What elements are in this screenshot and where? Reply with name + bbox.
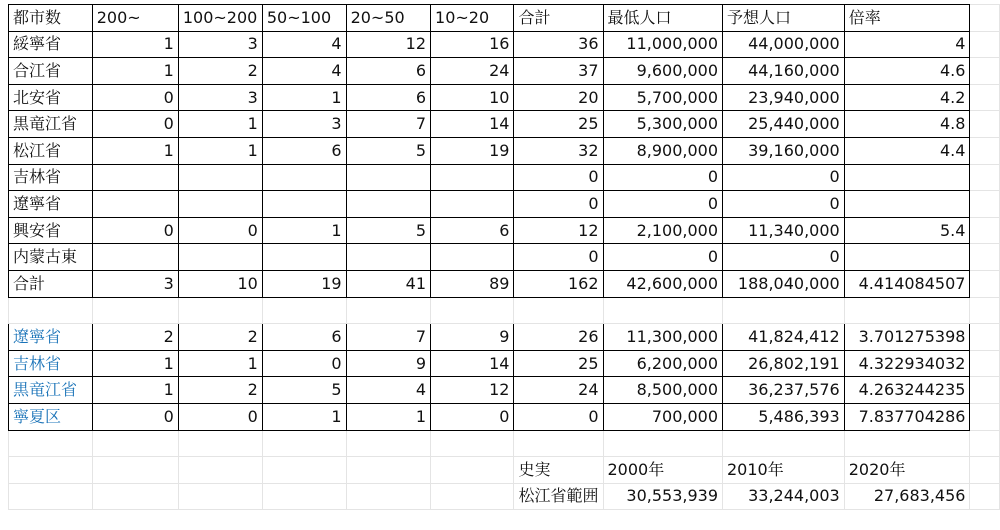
cell-c10-20[interactable]: 6 <box>431 217 514 244</box>
empty-cell[interactable] <box>970 84 1000 111</box>
header-c50-100[interactable]: 50~100 <box>262 5 346 32</box>
cell-min-pop[interactable]: 42,600,000 <box>603 270 723 297</box>
cell-c10-20[interactable] <box>431 244 514 271</box>
cell-label[interactable]: 吉林省 <box>9 350 93 377</box>
cell-c200[interactable]: 1 <box>92 137 178 164</box>
empty-cell[interactable] <box>970 350 1000 377</box>
cell-label[interactable]: 松江省 <box>9 137 93 164</box>
empty-cell[interactable] <box>9 430 93 457</box>
cell-ratio[interactable]: 4.263244235 <box>844 377 970 404</box>
cell-c200[interactable]: 0 <box>92 217 178 244</box>
cell-est-pop[interactable]: 0 <box>723 244 845 271</box>
cell-c10-20[interactable] <box>431 164 514 191</box>
cell-c50-100[interactable] <box>262 244 346 271</box>
cell-ratio[interactable]: 4 <box>844 31 970 58</box>
cell-c20-50[interactable]: 41 <box>346 270 430 297</box>
empty-cell[interactable] <box>178 483 262 510</box>
cell-ratio[interactable] <box>844 164 970 191</box>
cell-total[interactable]: 12 <box>514 217 603 244</box>
cell-label[interactable]: 合江省 <box>9 58 93 85</box>
cell-c10-20[interactable]: 9 <box>431 324 514 351</box>
cell-c200[interactable]: 3 <box>92 270 178 297</box>
empty-cell[interactable] <box>346 430 430 457</box>
header-total[interactable]: 合計 <box>514 5 603 32</box>
empty-cell[interactable] <box>92 297 178 324</box>
cell-label[interactable]: 吉林省 <box>9 164 93 191</box>
cell-c200[interactable]: 1 <box>92 350 178 377</box>
history-value-1[interactable]: 30,553,939 <box>603 483 723 510</box>
cell-min-pop[interactable]: 9,600,000 <box>603 58 723 85</box>
cell-c20-50[interactable]: 12 <box>346 31 430 58</box>
empty-cell[interactable] <box>431 430 514 457</box>
cell-est-pop[interactable]: 5,486,393 <box>723 403 845 430</box>
cell-est-pop[interactable]: 0 <box>723 191 845 218</box>
empty-cell[interactable] <box>603 297 723 324</box>
empty-cell[interactable] <box>970 430 1000 457</box>
empty-cell[interactable] <box>92 430 178 457</box>
cell-total[interactable]: 25 <box>514 350 603 377</box>
history-row <box>9 483 1000 510</box>
empty-cell[interactable] <box>346 297 430 324</box>
cell-c50-100[interactable]: 3 <box>262 111 346 138</box>
cell-ratio[interactable] <box>844 191 970 218</box>
empty-cell[interactable] <box>970 270 1000 297</box>
empty-cell[interactable] <box>723 297 845 324</box>
cell-c20-50[interactable] <box>346 164 430 191</box>
header-c100-200[interactable]: 100~200 <box>178 5 262 32</box>
empty-cell[interactable] <box>844 430 970 457</box>
header-est-pop[interactable]: 予想人口 <box>723 5 845 32</box>
cell-c20-50[interactable]: 7 <box>346 324 430 351</box>
cell-c20-50[interactable]: 6 <box>346 58 430 85</box>
cell-label[interactable]: 黒竜江省 <box>9 111 93 138</box>
cell-c20-50[interactable]: 7 <box>346 111 430 138</box>
empty-cell[interactable] <box>970 191 1000 218</box>
history-value-3[interactable]: 27,683,456 <box>844 483 970 510</box>
cell-label[interactable]: 合計 <box>9 270 93 297</box>
cell-c200[interactable]: 2 <box>92 324 178 351</box>
cell-label[interactable]: 北安省 <box>9 84 93 111</box>
cell-label[interactable]: 綏寧省 <box>9 31 93 58</box>
cell-c10-20[interactable]: 16 <box>431 31 514 58</box>
empty-cell[interactable] <box>970 31 1000 58</box>
cell-min-pop[interactable]: 2,100,000 <box>603 217 723 244</box>
cell-total[interactable]: 37 <box>514 58 603 85</box>
history-header-1[interactable]: 2000年 <box>603 457 723 484</box>
cell-c200[interactable]: 0 <box>92 111 178 138</box>
empty-cell[interactable] <box>262 430 346 457</box>
cell-c10-20[interactable]: 89 <box>431 270 514 297</box>
cell-label[interactable]: 遼寧省 <box>9 324 93 351</box>
cell-c50-100[interactable]: 6 <box>262 324 346 351</box>
cell-est-pop[interactable]: 39,160,000 <box>723 137 845 164</box>
cell-ratio[interactable] <box>844 244 970 271</box>
cell-c200[interactable] <box>92 244 178 271</box>
cell-total[interactable]: 20 <box>514 84 603 111</box>
cell-c50-100[interactable]: 1 <box>262 403 346 430</box>
cell-c20-50[interactable]: 6 <box>346 84 430 111</box>
empty-cell[interactable] <box>970 164 1000 191</box>
header-min-pop[interactable]: 最低人口 <box>603 5 723 32</box>
history-header-2[interactable]: 2010年 <box>723 457 845 484</box>
cell-c200[interactable] <box>92 191 178 218</box>
cell-est-pop[interactable]: 41,824,412 <box>723 324 845 351</box>
empty-cell[interactable] <box>92 483 178 510</box>
cell-c200[interactable]: 0 <box>92 84 178 111</box>
cell-c20-50[interactable]: 5 <box>346 217 430 244</box>
cell-est-pop[interactable]: 44,000,000 <box>723 31 845 58</box>
cell-ratio[interactable]: 4.6 <box>844 58 970 85</box>
cell-c200[interactable]: 1 <box>92 58 178 85</box>
cell-c10-20[interactable]: 10 <box>431 84 514 111</box>
empty-cell[interactable] <box>970 137 1000 164</box>
cell-min-pop[interactable]: 8,500,000 <box>603 377 723 404</box>
empty-cell[interactable] <box>431 297 514 324</box>
cell-c50-100[interactable]: 4 <box>262 58 346 85</box>
cell-total[interactable]: 25 <box>514 111 603 138</box>
cell-c50-100[interactable]: 19 <box>262 270 346 297</box>
empty-cell[interactable] <box>970 324 1000 351</box>
cell-c50-100[interactable] <box>262 164 346 191</box>
empty-cell[interactable] <box>970 217 1000 244</box>
cell-total[interactable]: 0 <box>514 403 603 430</box>
header-c20-50[interactable]: 20~50 <box>346 5 430 32</box>
table1-header-row <box>9 5 1000 32</box>
cell-c100-200[interactable]: 0 <box>178 217 262 244</box>
table1-row <box>9 31 1000 58</box>
cell-c20-50[interactable]: 1 <box>346 403 430 430</box>
cell-ratio[interactable]: 3.701275398 <box>844 324 970 351</box>
table1-row <box>9 244 1000 271</box>
cell-c50-100[interactable]: 6 <box>262 137 346 164</box>
cell-min-pop[interactable]: 11,300,000 <box>603 324 723 351</box>
cell-c20-50[interactable]: 9 <box>346 350 430 377</box>
cell-c10-20[interactable]: 19 <box>431 137 514 164</box>
cell-c200[interactable] <box>92 164 178 191</box>
cell-est-pop[interactable]: 23,940,000 <box>723 84 845 111</box>
cell-min-pop[interactable]: 6,200,000 <box>603 350 723 377</box>
cell-total[interactable]: 0 <box>514 164 603 191</box>
cell-c20-50[interactable] <box>346 191 430 218</box>
empty-cell[interactable] <box>178 297 262 324</box>
empty-cell[interactable] <box>970 483 1000 510</box>
empty-cell[interactable] <box>970 58 1000 85</box>
header-c10-20[interactable]: 10~20 <box>431 5 514 32</box>
table1-row <box>9 58 1000 85</box>
empty-cell[interactable] <box>262 297 346 324</box>
cell-c100-200[interactable]: 2 <box>178 324 262 351</box>
cell-c100-200[interactable] <box>178 191 262 218</box>
cell-min-pop[interactable]: 5,700,000 <box>603 84 723 111</box>
cell-est-pop[interactable]: 11,340,000 <box>723 217 845 244</box>
empty-cell[interactable] <box>9 457 93 484</box>
empty-cell[interactable] <box>346 483 430 510</box>
cell-c100-200[interactable]: 0 <box>178 403 262 430</box>
table2-row <box>9 403 1000 430</box>
cell-c200[interactable]: 0 <box>92 403 178 430</box>
empty-cell[interactable] <box>970 244 1000 271</box>
table1-row <box>9 191 1000 218</box>
empty-cell[interactable] <box>9 483 93 510</box>
table1-row <box>9 164 1000 191</box>
empty-cell[interactable] <box>970 403 1000 430</box>
cell-ratio[interactable]: 4.4 <box>844 137 970 164</box>
empty-cell[interactable] <box>9 297 93 324</box>
cell-label[interactable]: 遼寧省 <box>9 191 93 218</box>
spreadsheet-grid <box>8 4 1000 510</box>
cell-total[interactable]: 26 <box>514 324 603 351</box>
cell-c100-200[interactable]: 10 <box>178 270 262 297</box>
header-ratio[interactable]: 倍率 <box>844 5 970 32</box>
cell-c50-100[interactable]: 0 <box>262 350 346 377</box>
cell-total[interactable]: 162 <box>514 270 603 297</box>
cell-total[interactable]: 32 <box>514 137 603 164</box>
empty-cell[interactable] <box>431 483 514 510</box>
empty-cell[interactable] <box>262 483 346 510</box>
cell-ratio[interactable]: 4.2 <box>844 84 970 111</box>
empty-cell[interactable] <box>970 377 1000 404</box>
table2-row <box>9 350 1000 377</box>
cell-c100-200[interactable] <box>178 164 262 191</box>
empty-cell[interactable] <box>514 297 603 324</box>
cell-est-pop[interactable]: 44,160,000 <box>723 58 845 85</box>
cell-min-pop[interactable]: 0 <box>603 191 723 218</box>
cell-ratio[interactable]: 4.322934032 <box>844 350 970 377</box>
history-value-2[interactable]: 33,244,003 <box>723 483 845 510</box>
cell-c10-20[interactable]: 12 <box>431 377 514 404</box>
cell-est-pop[interactable]: 0 <box>723 164 845 191</box>
empty-cell[interactable] <box>262 457 346 484</box>
cell-min-pop[interactable]: 8,900,000 <box>603 137 723 164</box>
empty-cell[interactable] <box>178 430 262 457</box>
cell-c100-200[interactable]: 1 <box>178 350 262 377</box>
cell-c100-200[interactable]: 2 <box>178 58 262 85</box>
cell-min-pop[interactable]: 11,000,000 <box>603 31 723 58</box>
history-header-0[interactable]: 史実 <box>514 457 603 484</box>
header-c200[interactable]: 200~ <box>92 5 178 32</box>
cell-label[interactable]: 黒竜江省 <box>9 377 93 404</box>
cell-label[interactable]: 内蒙古東 <box>9 244 93 271</box>
empty-cell[interactable] <box>346 457 430 484</box>
history-label[interactable]: 松江省範囲 <box>514 483 603 510</box>
cell-c10-20[interactable]: 0 <box>431 403 514 430</box>
table1-row <box>9 270 1000 297</box>
table2-row <box>9 377 1000 404</box>
cell-label[interactable]: 寧夏区 <box>9 403 93 430</box>
empty-cell[interactable] <box>92 457 178 484</box>
cell-c50-100[interactable]: 4 <box>262 31 346 58</box>
cell-c10-20[interactable] <box>431 191 514 218</box>
cell-c100-200[interactable]: 2 <box>178 377 262 404</box>
empty-cell[interactable] <box>844 297 970 324</box>
cell-est-pop[interactable]: 25,440,000 <box>723 111 845 138</box>
history-header-row <box>9 457 1000 484</box>
cell-ratio[interactable]: 7.837704286 <box>844 403 970 430</box>
cell-c10-20[interactable]: 24 <box>431 58 514 85</box>
cell-c50-100[interactable]: 5 <box>262 377 346 404</box>
cell-min-pop[interactable]: 5,300,000 <box>603 111 723 138</box>
cell-c200[interactable]: 1 <box>92 377 178 404</box>
blank-row <box>9 297 1000 324</box>
table2-row <box>9 324 1000 351</box>
cell-c100-200[interactable] <box>178 244 262 271</box>
table1-row <box>9 84 1000 111</box>
cell-c20-50[interactable]: 5 <box>346 137 430 164</box>
history-header-3[interactable]: 2020年 <box>844 457 970 484</box>
cell-total[interactable]: 36 <box>514 31 603 58</box>
cell-est-pop[interactable]: 188,040,000 <box>723 270 845 297</box>
cell-c200[interactable]: 1 <box>92 31 178 58</box>
cell-total[interactable]: 24 <box>514 377 603 404</box>
table1-row <box>9 217 1000 244</box>
header-label[interactable]: 都市数 <box>9 5 93 32</box>
cell-c100-200[interactable]: 1 <box>178 111 262 138</box>
cell-est-pop[interactable]: 36,237,576 <box>723 377 845 404</box>
cell-c50-100[interactable]: 1 <box>262 217 346 244</box>
empty-cell[interactable] <box>723 430 845 457</box>
cell-c50-100[interactable] <box>262 191 346 218</box>
empty-cell[interactable] <box>970 5 1000 32</box>
blank-row <box>9 430 1000 457</box>
cell-c10-20[interactable]: 14 <box>431 111 514 138</box>
cell-c100-200[interactable]: 3 <box>178 84 262 111</box>
empty-cell[interactable] <box>970 111 1000 138</box>
cell-label[interactable]: 興安省 <box>9 217 93 244</box>
empty-cell[interactable] <box>514 430 603 457</box>
cell-total[interactable]: 0 <box>514 244 603 271</box>
cell-est-pop[interactable]: 26,802,191 <box>723 350 845 377</box>
empty-cell[interactable] <box>603 430 723 457</box>
cell-c100-200[interactable]: 1 <box>178 137 262 164</box>
table1-row <box>9 137 1000 164</box>
cell-c100-200[interactable]: 3 <box>178 31 262 58</box>
empty-cell[interactable] <box>970 297 1000 324</box>
empty-cell[interactable] <box>431 457 514 484</box>
cell-ratio[interactable]: 4.414084507 <box>844 270 970 297</box>
cell-min-pop[interactable]: 700,000 <box>603 403 723 430</box>
cell-c50-100[interactable]: 1 <box>262 84 346 111</box>
cell-c20-50[interactable] <box>346 244 430 271</box>
cell-ratio[interactable]: 5.4 <box>844 217 970 244</box>
empty-cell[interactable] <box>178 457 262 484</box>
cell-min-pop[interactable]: 0 <box>603 164 723 191</box>
cell-c10-20[interactable]: 14 <box>431 350 514 377</box>
cell-c20-50[interactable]: 4 <box>346 377 430 404</box>
empty-cell[interactable] <box>970 457 1000 484</box>
cell-min-pop[interactable]: 0 <box>603 244 723 271</box>
cell-total[interactable]: 0 <box>514 191 603 218</box>
cell-ratio[interactable]: 4.8 <box>844 111 970 138</box>
table1-row <box>9 111 1000 138</box>
